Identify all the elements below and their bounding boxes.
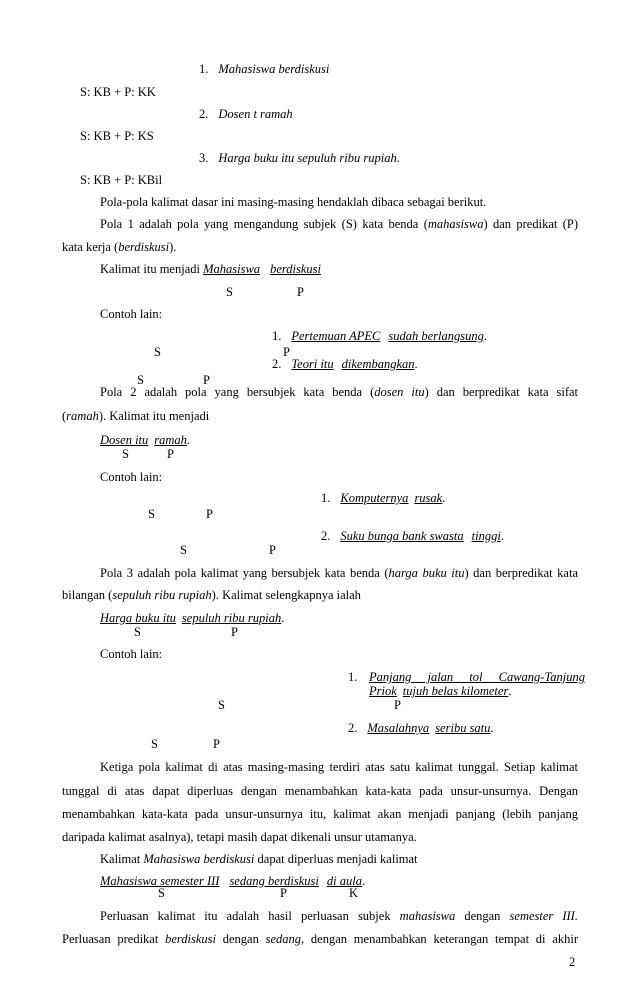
perluas-s-label: S <box>158 886 165 900</box>
pola1-p-label: P <box>297 285 304 299</box>
list1-item-3: 3. Harga buku itu sepuluh ribu rupiah. <box>199 151 400 165</box>
pola2-ex1-s-label: S <box>148 507 155 521</box>
pola3-s-label: S <box>134 625 141 639</box>
pola2-line2: (ramah). Kalimat itu menjadi <box>62 409 210 423</box>
pola3-example-2: 2. Masalahnya seribu satu. <box>348 721 494 735</box>
last-line2: Perluasan predikat berdiskusi dengan sedang, dengan menambahkan keterangan tempat di akhir <box>62 932 578 946</box>
perluas-intro: Kalimat Mahasiswa berdiskusi dapat diperluas menjadi kalimat <box>100 852 418 866</box>
pola1-contoh: Contoh lain: <box>100 307 163 321</box>
formula-3: S: KB + P: KBil <box>80 173 163 187</box>
pola2-contoh: Contoh lain: <box>100 470 163 484</box>
pola2-ex2-s-label: S <box>180 543 187 557</box>
pola3-ex2-p-label: P <box>213 737 220 751</box>
intro-text: Pola-pola kalimat dasar ini masing-masing hendaklah dibaca sebagai berikut. <box>100 195 487 209</box>
last-line1: Perluasan kalimat itu adalah hasil perluasan subjek mahasiswa dengan semester III. <box>100 909 578 923</box>
pola1-line1: Pola 1 adalah pola yang mengandung subjek (S) kata benda (mahasiswa) dan predikat (P) <box>100 217 578 231</box>
pola3-example-1-line2: Priok tujuh belas kilometer. <box>369 684 512 698</box>
pola2-ex2-p-label: P <box>269 543 276 557</box>
pola1-sentence: Kalimat itu menjadi Mahasiswa berdiskusi <box>100 262 321 276</box>
perluas-p-label: P <box>280 886 287 900</box>
pola3-example-1-line1: Panjang jalan tol Cawang-Tanjung <box>369 670 585 684</box>
pola1-s-label: S <box>226 285 233 299</box>
pola1-ex2-s-label: S <box>137 373 144 387</box>
pola2-ex1-p-label: P <box>206 507 213 521</box>
para-ketiga-line1: Ketiga pola kalimat di atas masing-masing terdiri atas satu kalimat tunggal. Setiap kalimat <box>100 760 578 774</box>
pola2-example-2: 2. Suku bunga bank swasta tinggi. <box>321 529 504 543</box>
pola2-p-label: P <box>167 447 174 461</box>
pola1-ex1-s-label: S <box>154 345 161 359</box>
page-number: 2 <box>569 955 576 969</box>
pola1-example-1: 1. Pertemuan APEC sudah berlangsung. <box>272 329 487 343</box>
pola3-contoh: Contoh lain: <box>100 647 163 661</box>
list1-item-2: 2. Dosen t ramah <box>199 107 293 121</box>
pola3-ex1-s-label: S <box>218 698 225 712</box>
para-ketiga-line4: daripada kalimat asalnya), tetapi masih dapat dikenali unsur utamanya. <box>62 830 417 844</box>
pola2-s-label: S <box>122 447 129 461</box>
pola3-line1: Pola 3 adalah pola kalimat yang bersubjek kata benda (harga buku itu) dan berpredikat kata <box>100 566 578 580</box>
para-ketiga-line2: tunggal di atas dapat diperluas dengan menambahkan kata-kata pada unsur-unsurnya. Dengan <box>62 784 578 798</box>
pola2-example-1: 1. Komputernya rusak. <box>321 491 446 505</box>
list1-item-1: 1. Mahasiswa berdiskusi <box>199 62 330 76</box>
pola1-ex2-p-label: P <box>203 373 210 387</box>
pola3-p-label: P <box>231 625 238 639</box>
formula-1: S: KB + P: KK <box>80 85 156 99</box>
pola3-line2: bilangan (sepuluh ribu rupiah). Kalimat selengkapnya ialah <box>62 588 361 602</box>
pola3-ex1-p-label: P <box>394 698 401 712</box>
para-ketiga-line3: menambahkan kata-kata pada unsur-unsurnya itu, kalimat akan menjadi panjang (lebih panjang <box>62 807 578 821</box>
pola2-line1: Pola 2 adalah pola yang bersubjek kata benda (dosen itu) dan berpredikat kata sifat <box>100 385 579 399</box>
perluas-sentence: Mahasiswa semester III sedang berdiskusi di aula. <box>100 874 366 888</box>
pola1-line2: kata kerja (berdiskusi). <box>62 240 177 254</box>
pola1-example-2: 2. Teori itu dikembangkan. <box>272 357 418 371</box>
pola2-sentence: Dosen itu ramah. <box>100 433 191 447</box>
perluas-k-label: K <box>349 886 359 900</box>
pola1-ex1-p-label: P <box>283 345 290 359</box>
formula-2: S: KB + P: KS <box>80 129 154 143</box>
pola3-example-1-num: 1. <box>348 670 358 684</box>
pola3-sentence: Harga buku itu sepuluh ribu rupiah. <box>100 611 285 625</box>
pola3-ex2-s-label: S <box>151 737 158 751</box>
